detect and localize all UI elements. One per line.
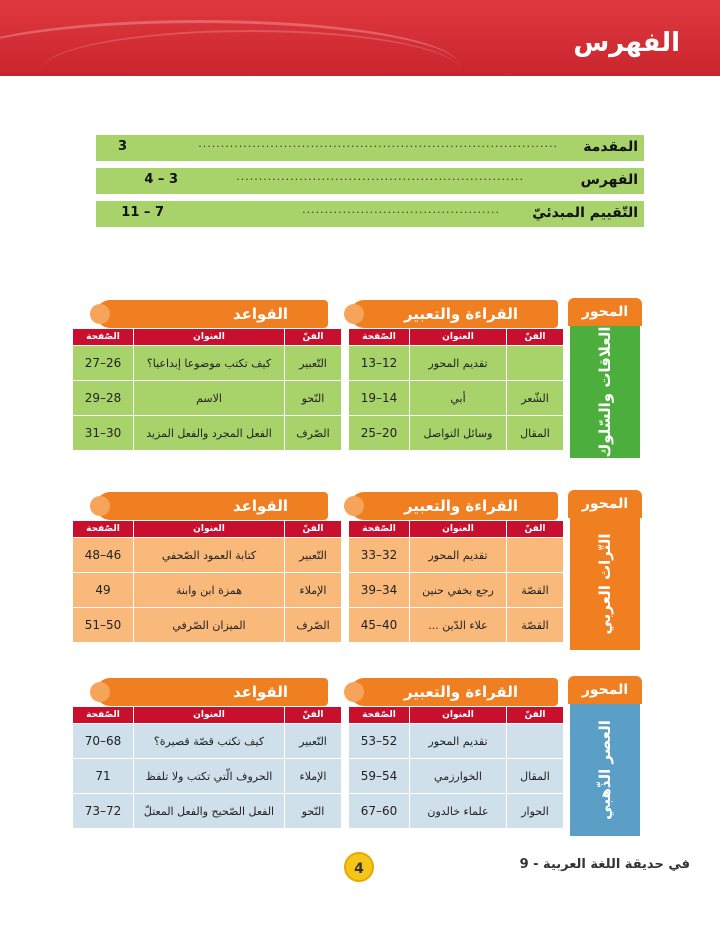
leader-dots: ................................................................ <box>236 170 524 183</box>
intro-pages: 4 – 3 <box>144 172 178 187</box>
grammar-banner: القواعد <box>96 300 328 328</box>
intro-pages: 3 <box>118 139 128 154</box>
table-row[interactable]: تقديم المحور 53–52 <box>349 724 564 759</box>
grammar-table: الفنّ العنوان الصّفحة التّعبير كيف تكتب موضوعا إبداعيا؟ 27–26 النّحو الاسم 29–28 الصّرف الفعل المجرد والفعل المزيد 31–30 <box>72 328 342 451</box>
reading-banner: القراءة والتعبير <box>350 492 558 520</box>
leader-dots: ................................................................................ <box>198 137 558 150</box>
table-row[interactable]: تقديم المحور 33–32 <box>349 538 564 573</box>
table-row[interactable]: الحوار علماء خالدون 67–60 <box>349 794 564 829</box>
table-row[interactable]: التّعبير كتابة العمود الصّحفي 48–46 <box>73 538 342 573</box>
axis-title: العلاقات والسّلوك <box>570 326 640 458</box>
leader-dots: ............................................ <box>302 203 500 216</box>
section-heritage <box>0 490 720 670</box>
table-row[interactable]: القصّة رجع بخفي حنين 39–34 <box>349 573 564 608</box>
axis-title: العصر الذّهبي <box>570 704 640 836</box>
reading-table: الفنّ العنوان الصّفحة تقديم المحور 33–32 القصّة رجع بخفي حنين 39–34 القصّة علاء الدّين ... 45–40 <box>348 520 564 643</box>
grammar-table: الفنّ العنوان الصّفحة التّعبير كتابة العمود الصّحفي 48–46 الإملاء همزة ابن وابنة 49 الصّرف الميزان الصّرفي 51–50 <box>72 520 342 643</box>
reading-banner: القراءة والتعبير <box>350 300 558 328</box>
axis-title: التّراث العربي <box>570 518 640 650</box>
table-row[interactable]: التّعبير كيف تكتب موضوعا إبداعيا؟ 27–26 <box>73 346 342 381</box>
table-row[interactable]: تقديم المحور 13–12 <box>349 346 564 381</box>
page-title: الفهرس <box>573 28 680 58</box>
table-row[interactable]: الصّرف الفعل المجرد والفعل المزيد 31–30 <box>73 416 342 451</box>
table-row[interactable]: القصّة علاء الدّين ... 45–40 <box>349 608 564 643</box>
intro-row-assessment[interactable] <box>96 201 644 227</box>
table-row[interactable]: الإملاء همزة ابن وابنة 49 <box>73 573 342 608</box>
reading-banner: القراءة والتعبير <box>350 678 558 706</box>
axis-tab: المحور <box>568 490 642 518</box>
table-row[interactable]: التّعبير كيف تكتب قصّة قصيرة؟ 70–68 <box>73 724 342 759</box>
section-golden-age <box>0 676 720 856</box>
intro-pages: 11 – 7 <box>121 205 164 220</box>
grammar-banner: القواعد <box>96 492 328 520</box>
table-row[interactable]: النّحو الفعل الصّحيح والفعل المعتلّ 73–72 <box>73 794 342 829</box>
reading-table: الفنّ العنوان الصّفحة تقديم المحور 53–52 المقال الخوارزمي 59–54 الحوار علماء خالدون 67–60 <box>348 706 564 829</box>
intro-label: المقدمة <box>583 139 638 155</box>
book-title: في حديقة اللغة العربية - 9 <box>519 857 690 872</box>
axis-tab: المحور <box>568 676 642 704</box>
table-row[interactable]: النّحو الاسم 29–28 <box>73 381 342 416</box>
table-row[interactable]: الصّرف الميزان الصّرفي 51–50 <box>73 608 342 643</box>
intro-row-introduction[interactable] <box>96 135 644 161</box>
table-row[interactable]: الشّعر أبي 19–14 <box>349 381 564 416</box>
intro-row-index[interactable] <box>96 168 644 194</box>
page-number: 4 <box>344 852 374 882</box>
table-row[interactable]: المقال وسائل التواصل 25–20 <box>349 416 564 451</box>
grammar-banner: القواعد <box>96 678 328 706</box>
intro-label: التّقييم المبدئيّ <box>532 205 638 221</box>
reading-table: الفنّ العنوان الصّفحة تقديم المحور 13–12 الشّعر أبي 19–14 المقال وسائل التواصل 25–20 <box>348 328 564 451</box>
table-row[interactable]: المقال الخوارزمي 59–54 <box>349 759 564 794</box>
table-row[interactable]: الإملاء الحروف الّتي تكتب ولا تلفظ 71 <box>73 759 342 794</box>
axis-tab: المحور <box>568 298 642 326</box>
intro-label: الفهرس <box>580 172 638 188</box>
grammar-table: الفنّ العنوان الصّفحة التّعبير كيف تكتب قصّة قصيرة؟ 70–68 الإملاء الحروف الّتي تكتب ولا تلفظ 71 النّحو الفعل الصّحيح والفعل المعتلّ 73–72 <box>72 706 342 829</box>
section-relations <box>0 298 720 478</box>
page-header <box>0 0 720 76</box>
